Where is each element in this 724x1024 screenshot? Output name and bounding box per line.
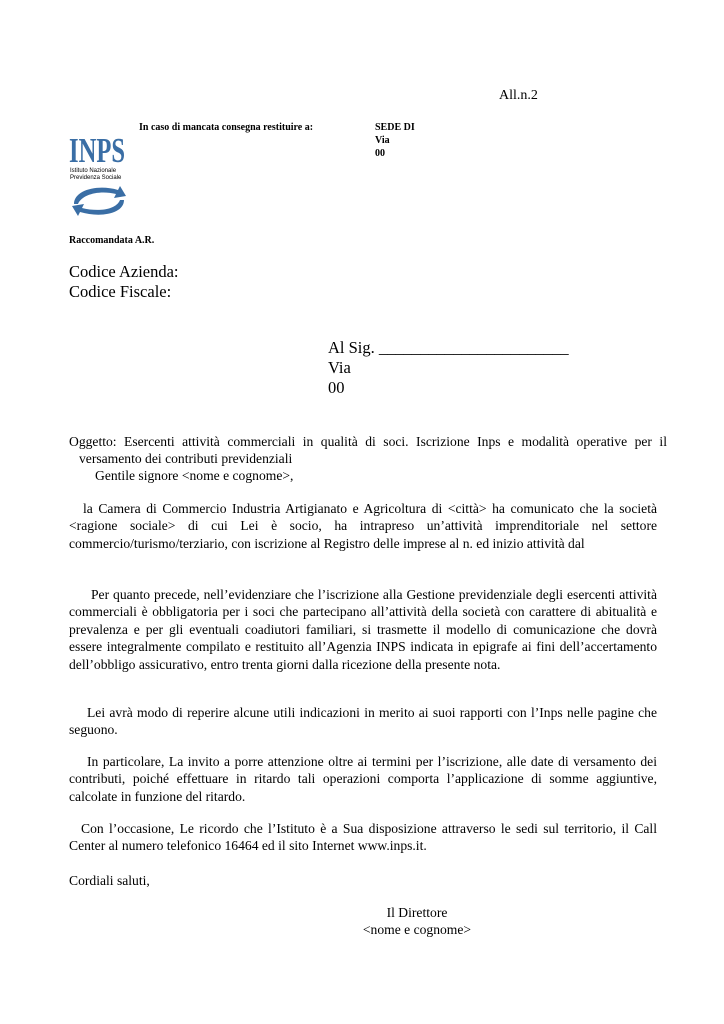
recipient-street: Via: [328, 358, 351, 377]
sender-address: [375, 121, 415, 160]
signer-title: Il Direttore: [386, 905, 448, 920]
inps-logo: [68, 120, 130, 220]
codes-block: [69, 262, 179, 302]
paragraph-1: la Camera di Commercio Industria Artigianato e Agricoltura di <città> ha comunicato che la società <ragione sociale> di cui Lei è socio, ha intrapreso un’attività imprenditoriale nel settore commercio/turismo/terziario, con iscrizione al Registro delle imprese al n. ed inizio attività dal: [69, 501, 657, 551]
sede-street: Via: [375, 135, 390, 146]
registered-mail-label: Raccomandata A.R.: [69, 235, 155, 246]
logo-acronym: INPS: [69, 131, 125, 170]
paragraph-4: In particolare, La invito a porre attenzione oltre ai termini per l’iscrizione, alle date di versamento dei contributi, poiché effettuare in ritardo tali operazioni comporta l’applicazione di somme aggiuntive, calcolate in funzione del ritardo.: [69, 754, 657, 804]
recipient-address: [328, 338, 569, 398]
signature-block: [357, 904, 477, 939]
paragraph-3: Lei avrà modo di reperire alcune utili indicazioni in merito ai suoi rapporti con l’Inps nelle pagine che seguono.: [69, 705, 657, 738]
attachment-number: All.n.2: [499, 88, 538, 103]
logo-line2: Previdenza Sociale: [70, 175, 122, 181]
return-note: In caso di mancata consegna restituire a:: [139, 122, 314, 133]
logo-arrows-icon: [72, 186, 126, 216]
sede-line: SEDE DI: [375, 122, 415, 133]
paragraph-5: Con l’occasione, Le ricordo che l’Istituto è a Sua disposizione attraverso le sedi sul territorio, il Call Center al numero telefonico 16464 ed il sito Internet www.inps.it.: [69, 821, 657, 854]
paragraph-2: Per quanto precede, nell’evidenziare che l’iscrizione alla Gestione previdenziale degli esercenti attività commerciali è obbligatoria per i soci che partecipano all’attività della società con carattere di abitualità e prevalenza e per gli eventuali coadiutori familiari, si trasmette il modello di comunicazione che dovrà essere integralmente compilato e restituito all’Agenzia INPS indicata in epigrafe ai fini dell’accertamento dell’obbligo assicurativo, entro trenta giorni dalla ricezione della presente nota.: [69, 587, 657, 672]
recipient-postal: 00: [328, 378, 345, 397]
subject-line: Oggetto: Esercenti attività commerciali in qualità di soci. Iscrizione Inps e modalità operative per il versamento dei contributi previdenziali: [69, 434, 667, 467]
logo-line1: Istituto Nazionale: [70, 168, 117, 174]
signer-name: <nome e cognome>: [362, 922, 472, 938]
codice-fiscale: Codice Fiscale:: [69, 282, 172, 301]
closing: Cordiali saluti,: [69, 873, 150, 888]
sede-postal: 00: [375, 148, 385, 159]
inps-logo-icon: [68, 120, 130, 220]
salutation: Gentile signore <nome e cognome>,: [95, 468, 294, 483]
codice-azienda: Codice Azienda:: [69, 262, 179, 281]
recipient-name-line: Al Sig. _______________________: [328, 338, 569, 357]
